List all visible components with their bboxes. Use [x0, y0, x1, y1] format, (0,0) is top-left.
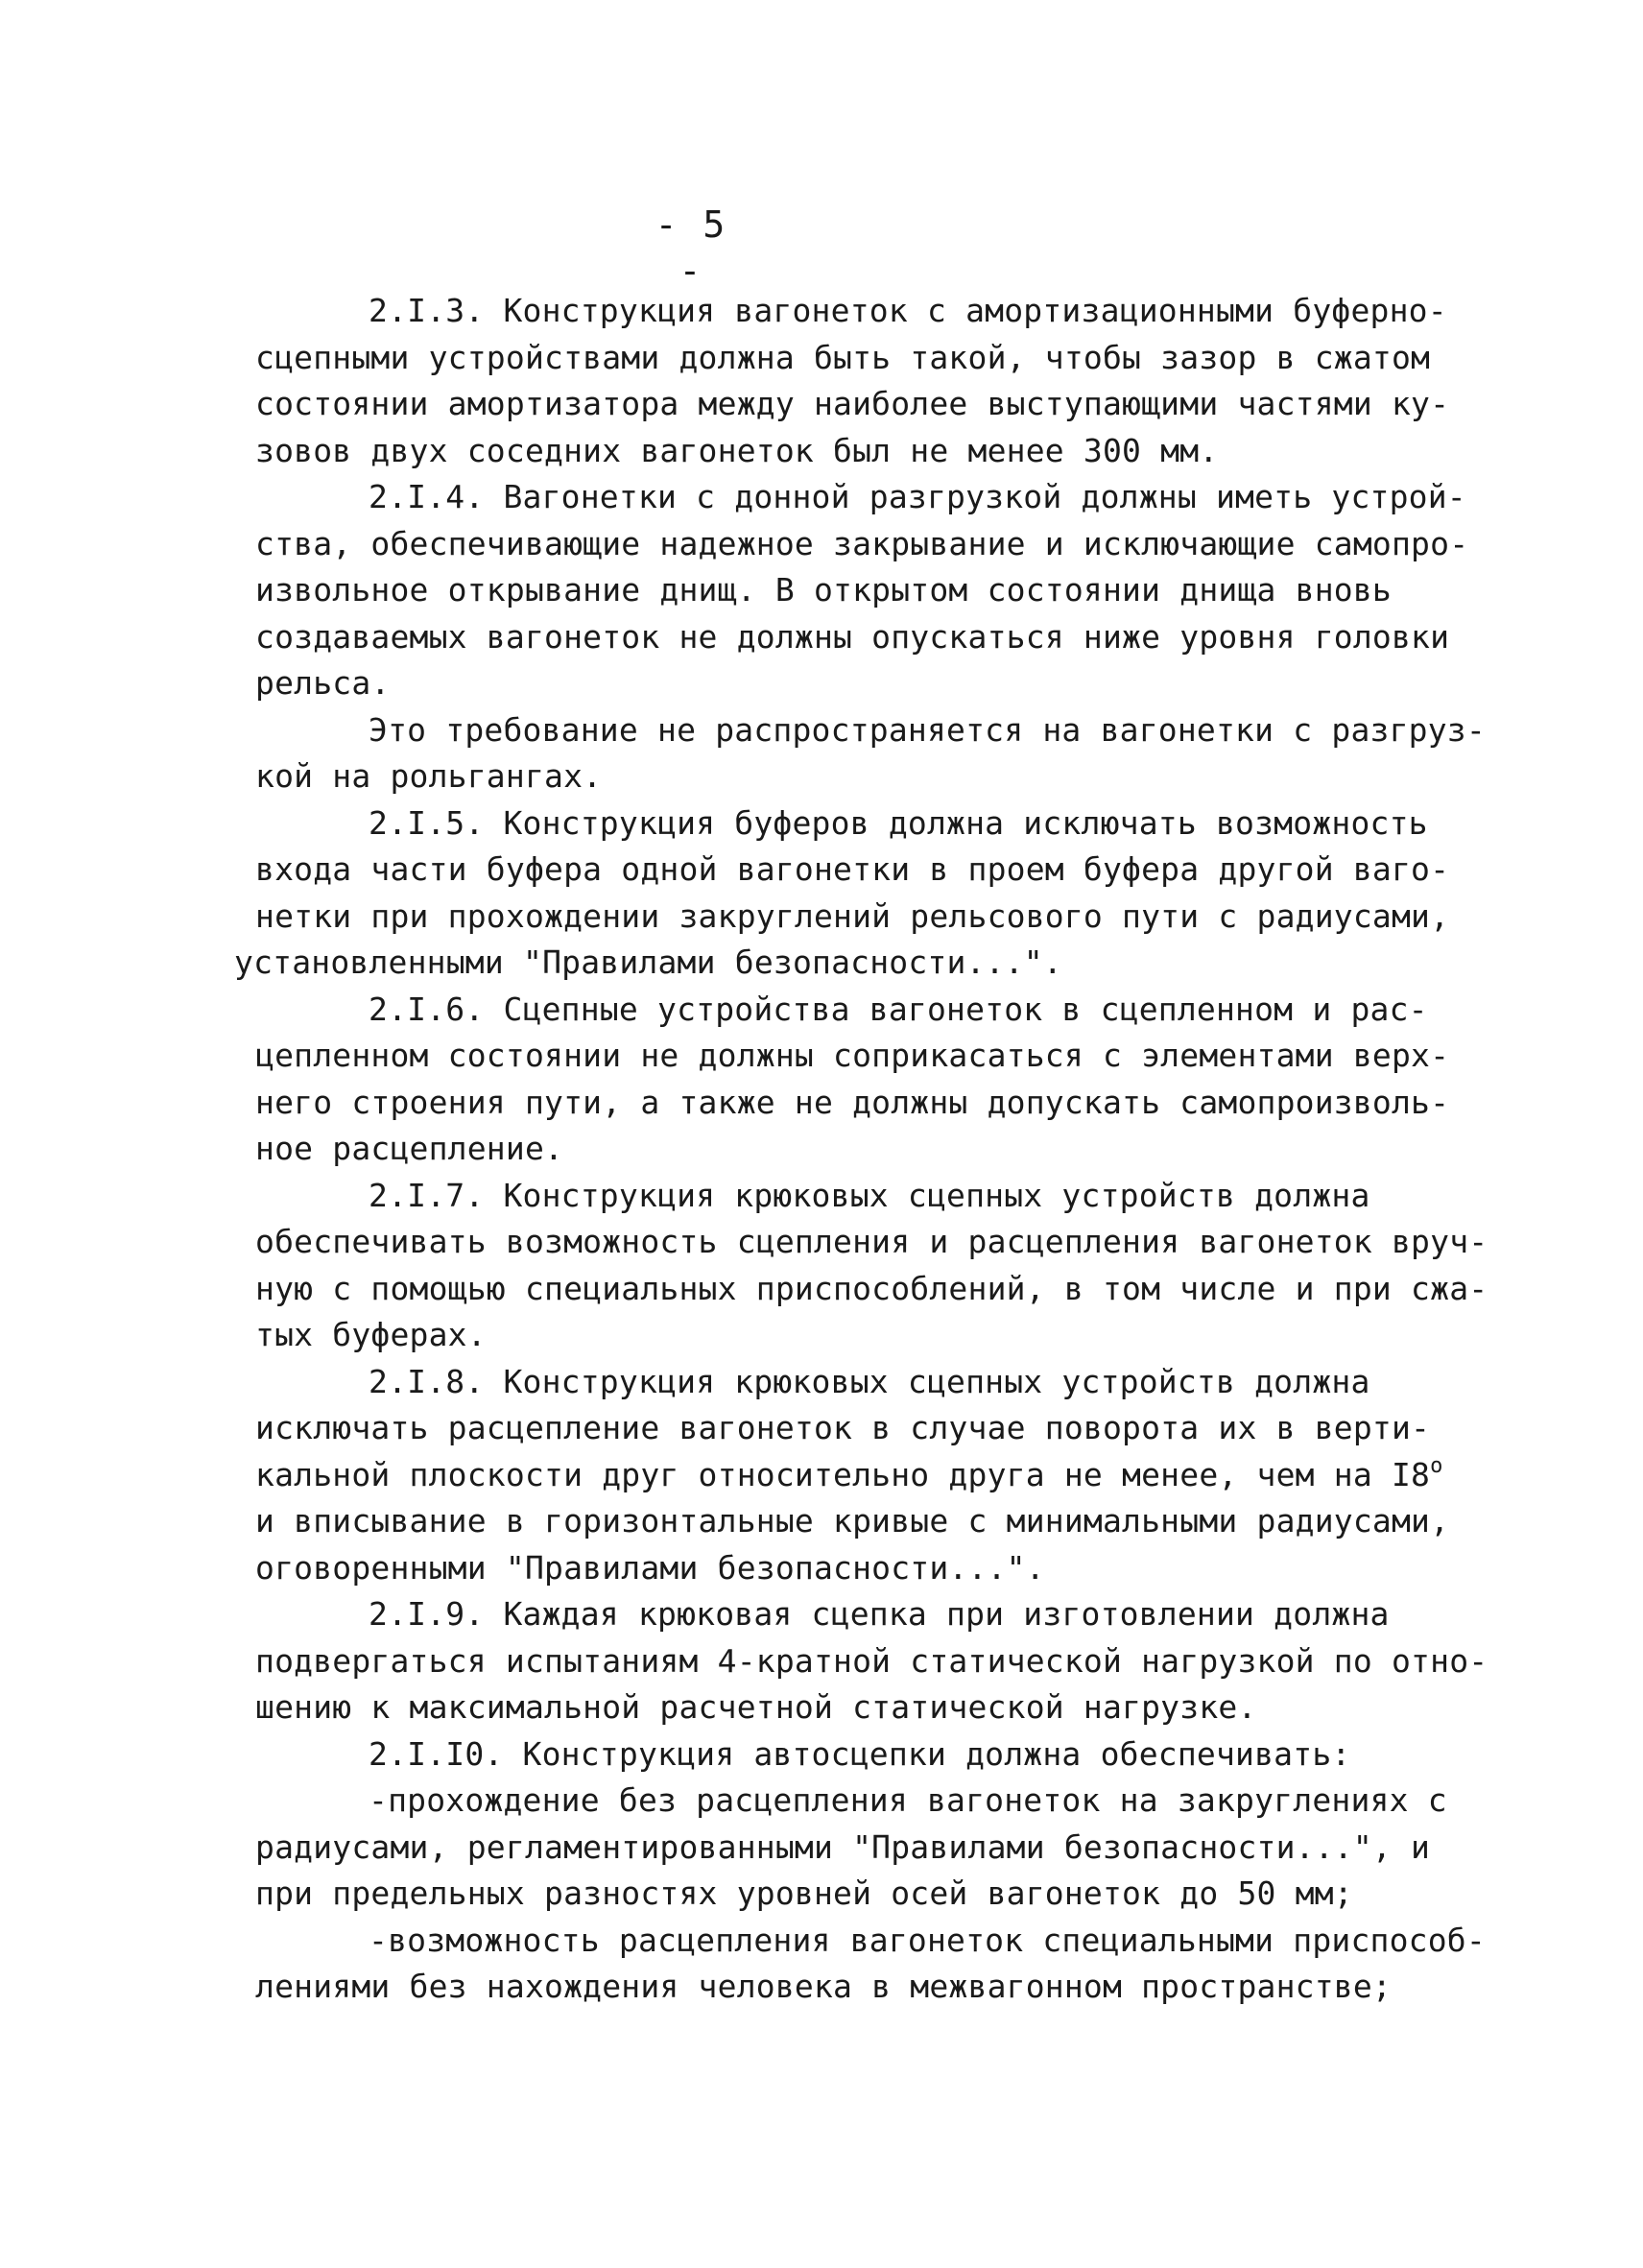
text-line: рельса. [255, 664, 391, 702]
paragraph-2-1-3 [255, 288, 1464, 474]
paragraph-2-1-9 [255, 1591, 1488, 1731]
document-body [234, 288, 1488, 2011]
text-line: 2.I.5. Конструкция буферов должна исключать возможность [369, 803, 1428, 842]
degree-superscript: о [1430, 1453, 1443, 1478]
paragraph-2-1-5 [234, 800, 1464, 987]
paragraph-2-1-7 [255, 1173, 1488, 1359]
text-line: исключать расцепление вагонеток в случае поворота их в верти- [255, 1409, 1431, 1446]
text-line: Это требование не распространяется на вагонетки с разгруз- [369, 710, 1486, 749]
text-line: оговоренными "Правилами безопасности...". [255, 1548, 1045, 1587]
text-line: обеспечивать возможность сцепления и расцепления вагонеток вруч- [255, 1223, 1488, 1260]
paragraph-2-1-10 [255, 1731, 1464, 1779]
text-line: кой на рольгангах. [255, 757, 603, 795]
text-line: 2.I.7. Конструкция крюковых сцепных устройств должна [369, 1176, 1370, 1214]
text-fragment: кальной плоскости друг относительно друга не менее, чем на I8 [255, 1455, 1431, 1493]
text-line: 2.I.6. Сцепные устройства вагонеток в сцепленном и рас- [369, 990, 1428, 1028]
text-line: ное расцепление. [255, 1130, 564, 1167]
text-line: 2.I.3. Конструкция вагонеток с амортизационными буферно- [369, 292, 1447, 329]
text-line: шению к максимальной расчетной статической нагрузке. [255, 1688, 1257, 1726]
paragraph-2-1-6 [255, 987, 1464, 1173]
text-line: ную с помощью специальных приспособлений, в том числе и при сжа- [255, 1269, 1488, 1307]
text-line: 2.I.9. Каждая крюковая сцепка при изготовлении должна [369, 1595, 1390, 1633]
text-line: -возможность расцепления вагонеток специальными приспособ- [369, 1921, 1486, 1959]
text-line: входа части буфера одной вагонетки в проем буфера другой ваго- [255, 850, 1450, 888]
paragraph-2-1-10-item-b [255, 1918, 1486, 2011]
text-line: 2.I.I0. Конструкция автосцепки должна обеспечивать: [369, 1734, 1351, 1773]
text-line: -прохождение без расцепления вагонеток на закруглениях с [369, 1781, 1447, 1819]
text-line: него строения пути, а также не должны допускать самопроизволь- [255, 1083, 1450, 1121]
text-line-with-degree [255, 1452, 1464, 1499]
text-line: радиусами, регламентированными "Правилами безопасности...", и [255, 1827, 1431, 1866]
text-line: сцепными устройствами должна быть такой, чтобы зазор в сжатом [255, 338, 1431, 376]
paragraph-2-1-4 [255, 474, 1469, 707]
text-line: и вписывание в горизонтальные кривые с минимальными радиусами, [255, 1502, 1450, 1540]
text-line: 2.I.8. Конструкция крюковых сцепных устройств должна [369, 1362, 1370, 1400]
text-line: цепленном состоянии не должны соприкасаться с элементами верх- [255, 1037, 1450, 1074]
paragraph-2-1-10-item-a [255, 1778, 1464, 1918]
text-line: при предельных разностях уровней осей вагонеток до 50 мм; [255, 1874, 1353, 1912]
text-line: тых буферах. [255, 1316, 487, 1353]
text-line: состоянии амортизатора между наиболее выступающими частями ку- [255, 385, 1450, 422]
page-number: - 5 - [655, 203, 727, 292]
text-line: установленными "Правилами безопасности...". [234, 943, 1062, 981]
text-line: нетки при прохождении закруглений рельсового пути с радиусами, [255, 896, 1450, 935]
paragraph-2-1-8 [255, 1359, 1464, 1592]
text-line: зовов двух соседних вагонеток был не менее 300 мм. [255, 431, 1219, 469]
text-line: ства, обеспечивающие надежное закрывание и исключающие самопро- [255, 524, 1469, 562]
text-line: создаваемых вагонеток не должны опускаться ниже уровня головки [255, 617, 1450, 656]
text-line: лениями без нахождения человека в межвагонном пространстве; [255, 1968, 1392, 2005]
text-line: 2.I.4. Вагонетки с донной разгрузкой должны иметь устрой- [369, 478, 1466, 515]
text-line: извольное открывание днищ. В открытом состоянии днища вновь [255, 571, 1392, 609]
paragraph-2-1-4-note [255, 707, 1486, 800]
text-line: подвергаться испытаниям 4-кратной статической нагрузкой по отно- [255, 1641, 1488, 1680]
